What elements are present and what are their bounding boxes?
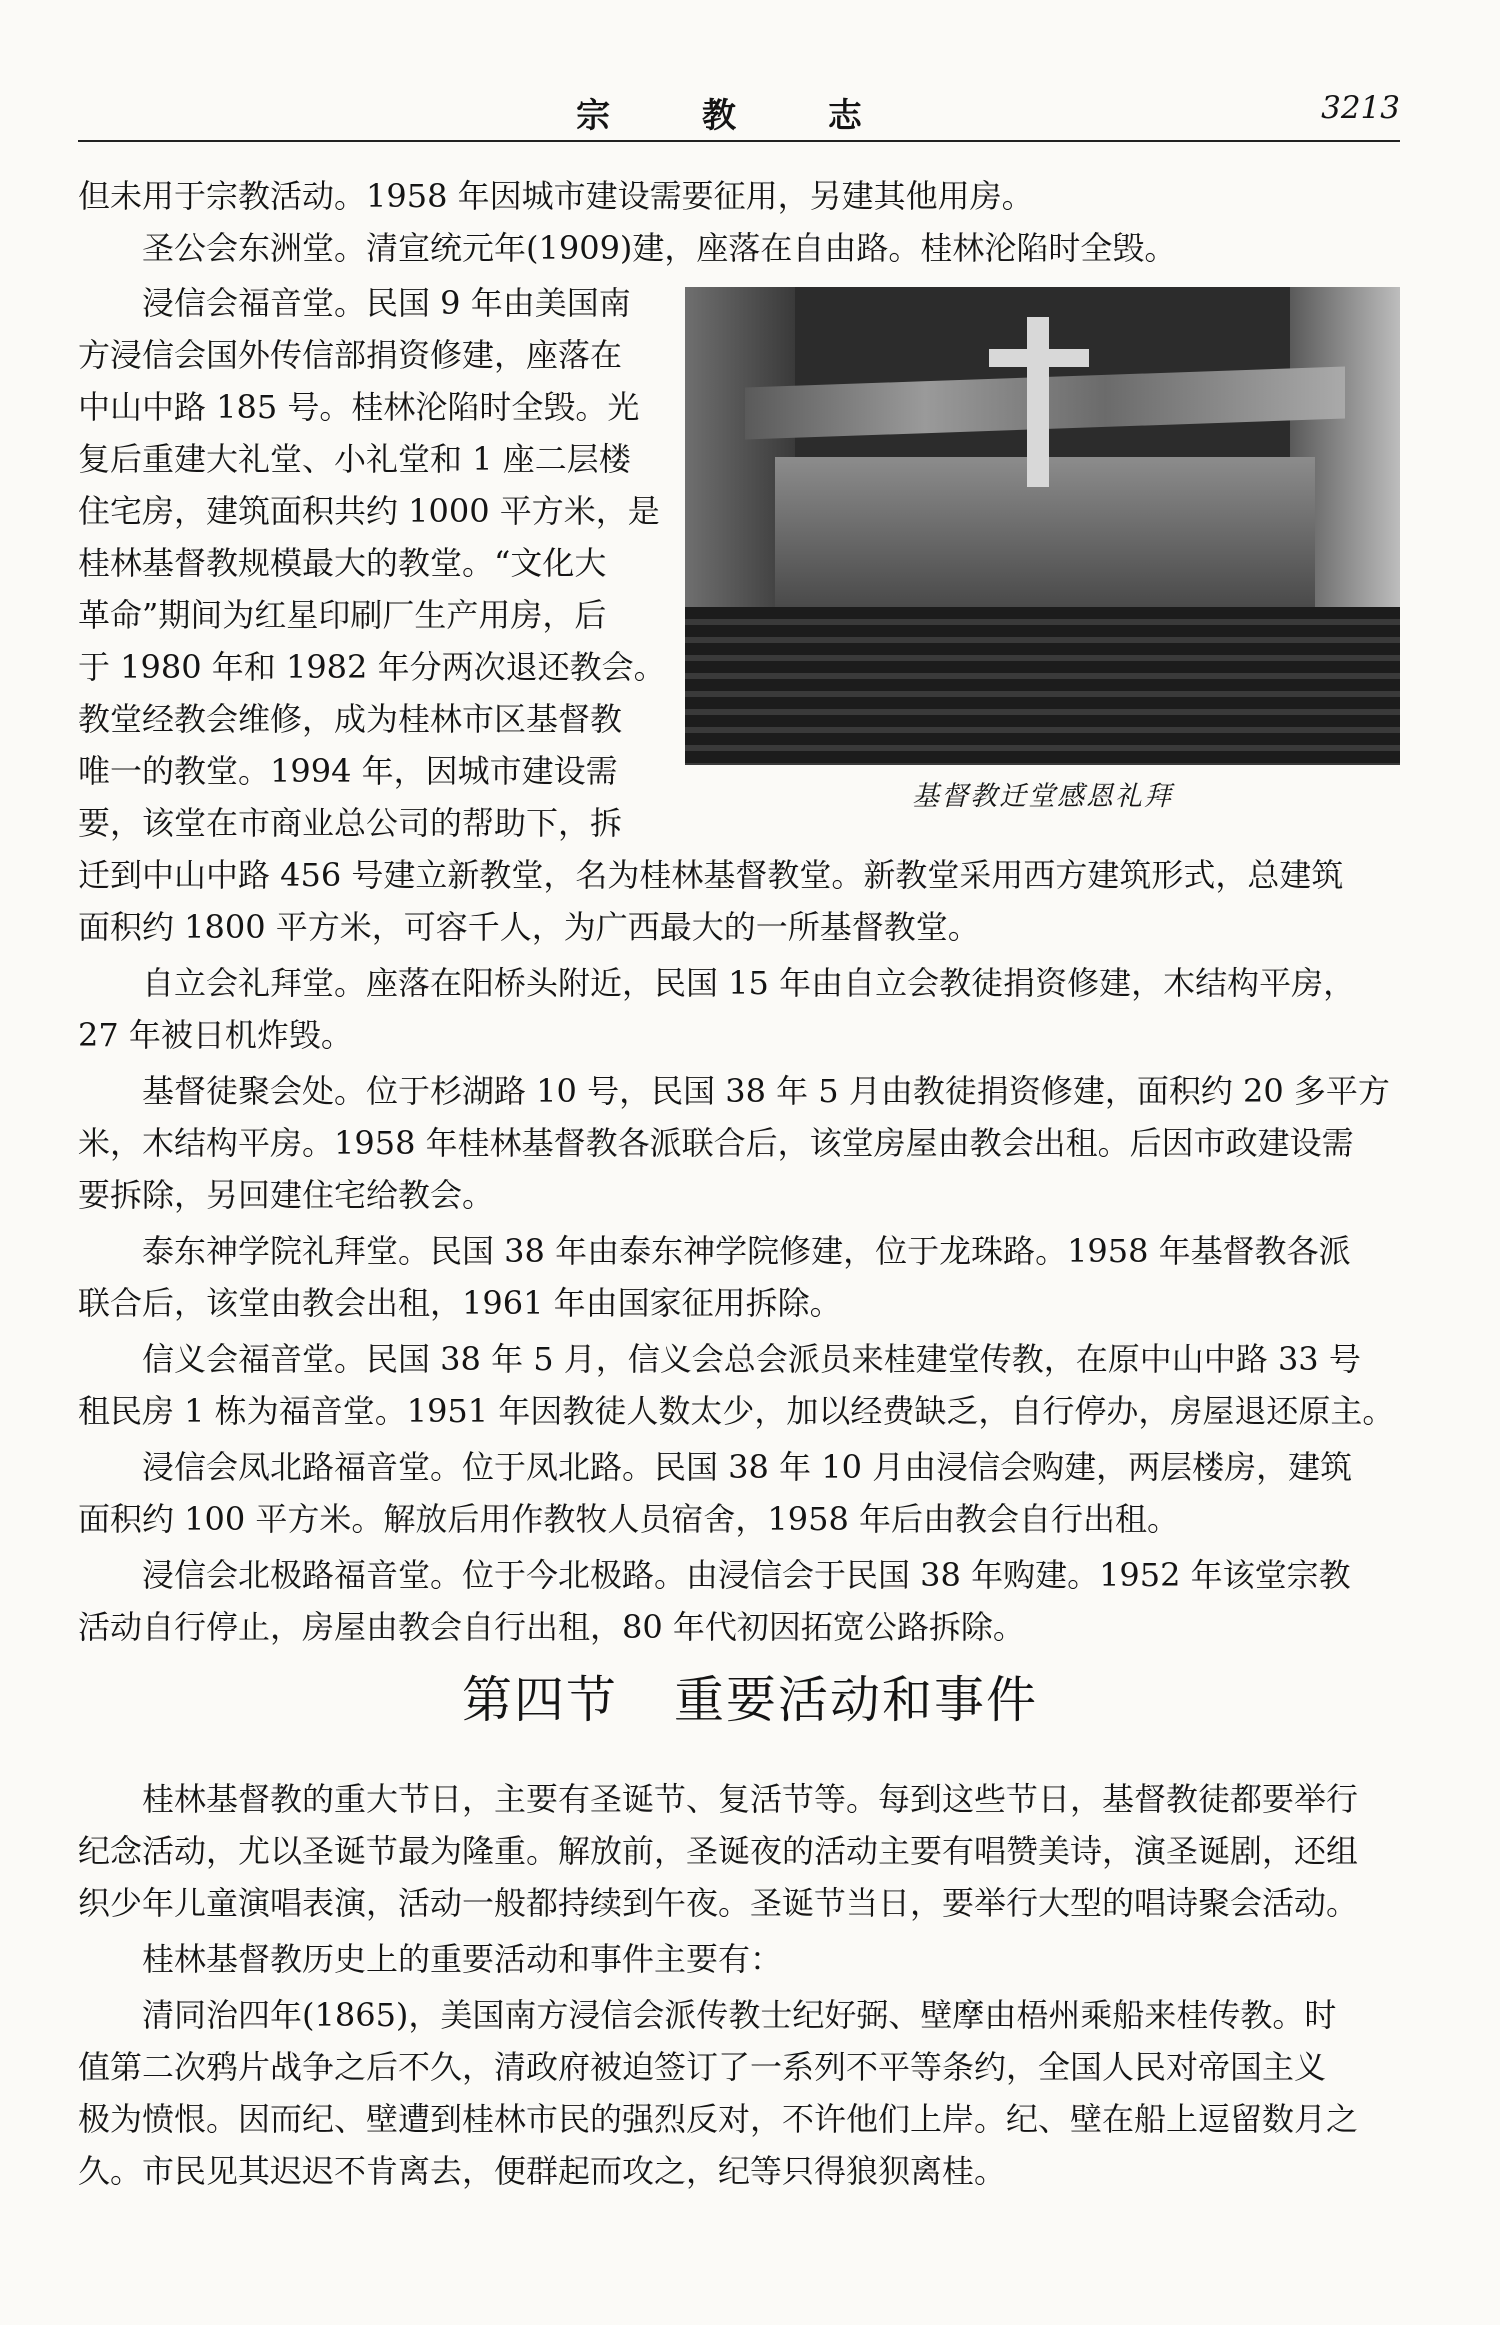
cross-icon — [1027, 317, 1049, 487]
text-line: 基督徒聚会处。位于杉湖路 10 号，民国 38 年 5 月由教徒捐资修建，面积约 20 多平方 — [78, 1072, 1390, 1110]
text-line: 织少年儿童演唱表演，活动一般都持续到午夜。圣诞节当日，要举行大型的唱诗聚会活动。 — [78, 1884, 1359, 1922]
text-line: 浸信会凤北路福音堂。位于凤北路。民国 38 年 10 月由浸信会购建，两层楼房，建筑 — [78, 1448, 1353, 1486]
section-number: 第四节 — [462, 1671, 618, 1729]
text-line: 住宅房，建筑面积共约 1000 平方米，是 — [78, 492, 660, 530]
text-line: 久。市民见其迟迟不肯离去，便群起而攻之，纪等只得狼狈离桂。 — [78, 2152, 1007, 2190]
text-line: 自立会礼拜堂。座落在阳桥头附近，民国 15 年由自立会教徒捐资修建，木结构平房， — [78, 964, 1356, 1002]
text-line: 米，木结构平房。1958 年桂林基督教各派联合后，该堂房屋由教会出租。后因市政建设需 — [78, 1124, 1354, 1162]
text-line: 唯一的教堂。1994 年，因城市建设需 — [78, 752, 618, 790]
text-line: 信义会福音堂。民国 38 年 5 月，信义会总会派员来桂建堂传教，在原中山中路 33 号 — [78, 1340, 1361, 1378]
text-line: 值第二次鸦片战争之后不久，清政府被迫签订了一系列不平等条约，全国人民对帝国主义 — [78, 2048, 1327, 2086]
photo-congregation — [685, 607, 1400, 765]
text-line: 革命”期间为红星印刷厂生产用房，后 — [78, 596, 607, 634]
text-line: 要，该堂在市商业总公司的帮助下，拆 — [78, 804, 623, 842]
church-photo — [685, 287, 1400, 765]
text-line: 面积约 100 平方米。解放后用作教牧人员宿舍，1958 年后由教会自行出租。 — [78, 1500, 1180, 1538]
figure-caption: 基督教迁堂感恩礼拜 — [912, 781, 1173, 812]
text-line: 面积约 1800 平方米，可容千人，为广西最大的一所基督教堂。 — [78, 908, 980, 946]
text-line: 复后重建大礼堂、小礼堂和 1 座二层楼 — [78, 440, 631, 478]
text-line: 桂林基督教的重大节日，主要有圣诞节、复活节等。每到这些节日，基督教徒都要举行 — [78, 1780, 1359, 1818]
text-line: 联合后，该堂由教会出租，1961 年由国家征用拆除。 — [78, 1284, 842, 1322]
text-line: 迁到中山中路 456 号建立新教堂，名为桂林基督教堂。新教堂采用西方建筑形式，总建筑 — [78, 856, 1344, 894]
cross-icon-bar — [989, 349, 1089, 367]
text-line: 中山中路 185 号。桂林沦陷时全毁。光 — [78, 388, 640, 426]
section-title: 重要活动和事件 — [674, 1671, 1038, 1729]
text-line: 桂林基督教规模最大的教堂。“文化大 — [78, 544, 607, 582]
section-heading — [0, 1660, 1500, 1732]
text-line: 于 1980 年和 1982 年分两次退还教会。 — [78, 648, 666, 686]
text-line: 活动自行停止，房屋由教会自行出租，80 年代初因拓宽公路拆除。 — [78, 1608, 1025, 1646]
book-title: 宗 教 志 — [576, 96, 902, 136]
text-line: 浸信会北极路福音堂。位于今北极路。由浸信会于民国 38 年购建。1952 年该堂宗教 — [78, 1556, 1351, 1594]
text-line: 极为愤恨。因而纪、壁遭到桂林市民的强烈反对，不许他们上岸。纪、壁在船上逗留数月之 — [78, 2100, 1359, 2138]
text-line: 方浸信会国外传信部捐资修建，座落在 — [78, 336, 623, 374]
text-line: 但未用于宗教活动。1958 年因城市建设需要征用，另建其他用房。 — [78, 177, 1034, 215]
text-line: 教堂经教会维修，成为桂林市区基督教 — [78, 700, 623, 738]
text-line: 租民房 1 栋为福音堂。1951 年因教徒人数太少，加以经费缺乏，自行停办，房屋退还原主。 — [78, 1392, 1395, 1430]
text-line: 27 年被日机炸毁。 — [78, 1016, 353, 1054]
text-line: 清同治四年(1865)，美国南方浸信会派传教士纪好弼、壁摩由梧州乘船来桂传教。时 — [78, 1996, 1337, 2034]
page-header — [78, 78, 1400, 142]
page-number: 3213 — [1321, 90, 1400, 126]
text-line: 要拆除，另回建住宅给教会。 — [78, 1176, 495, 1214]
text-line: 圣公会东洲堂。清宣统元年(1909)建，座落在自由路。桂林沦陷时全毁。 — [78, 229, 1177, 267]
text-line: 泰东神学院礼拜堂。民国 38 年由泰东神学院修建，位于龙珠路。1958 年基督教各派 — [78, 1232, 1351, 1270]
text-line: 纪念活动，尤以圣诞节最为隆重。解放前，圣诞夜的活动主要有唱赞美诗，演圣诞剧，还组 — [78, 1832, 1359, 1870]
text-line: 浸信会福音堂。民国 9 年由美国南 — [78, 284, 631, 322]
text-line: 桂林基督教历史上的重要活动和事件主要有： — [78, 1940, 783, 1978]
